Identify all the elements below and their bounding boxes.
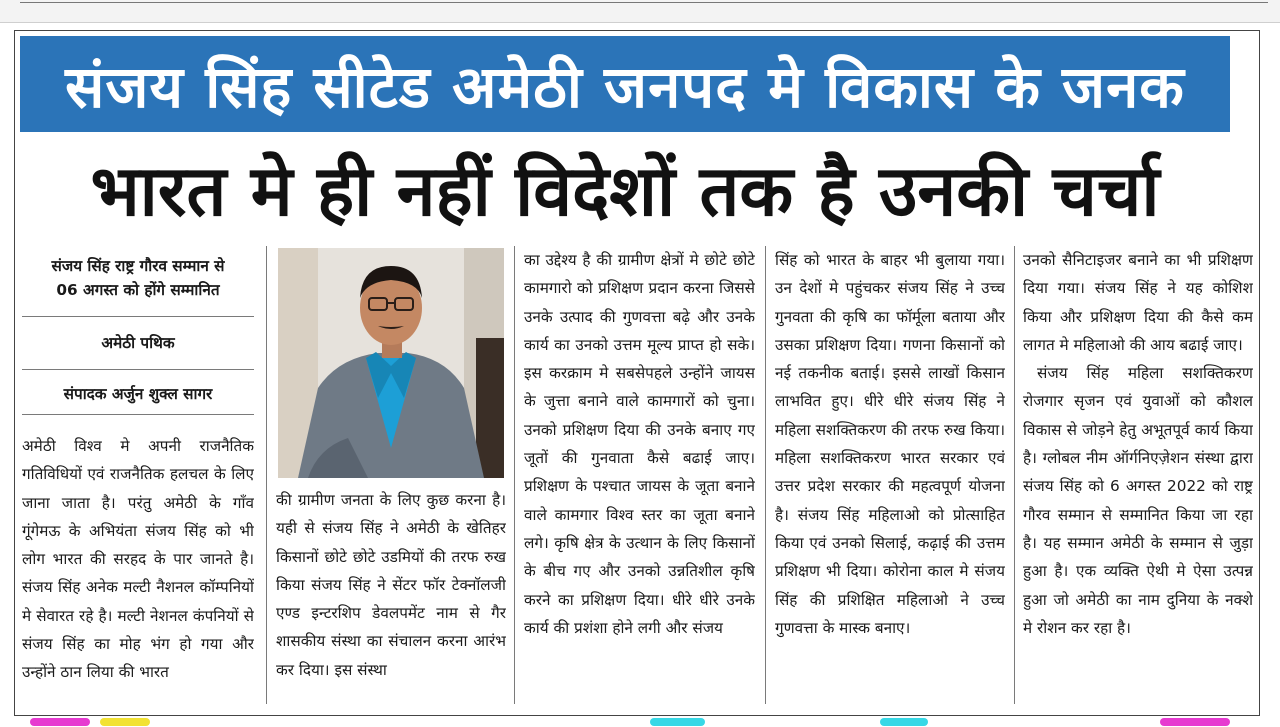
column-divider: [765, 246, 766, 704]
article-column-4: [775, 246, 1005, 706]
article-column-1: [22, 432, 254, 708]
column-5-text-a: उनको सैनिटाइजर बनाने का भी प्रशिक्षण दिया गया। संजय सिंह ने यह कोशिश किया और प्रशिक्षण दिया की कैसे कम लागत मे महिलाओ की आय बढाई जाए।: [1023, 251, 1253, 354]
subhead-line-1: संजय सिंह राष्ट्र गौरव सम्मान से: [51, 257, 225, 275]
column-divider: [514, 246, 515, 704]
source-name: अमेठी पथिक: [101, 334, 175, 352]
headline-primary: संजय सिंह सीटेड अमेठी जनपद मे विकास के जनक: [65, 52, 1185, 121]
headline-secondary-box: [20, 138, 1230, 238]
portrait-photo: [278, 248, 504, 478]
column-3-text: का उद्देश्य है की ग्रामीण क्षेत्रों मे छोटे छोटे कामगारो को प्रशिक्षण प्रदान करना जिससे उनके उत्पाद की गुणवत्ता बढ़े और उनके कार्य का उनको उत्तम मूल्य प्राप्त हो सके। इस करक्राम मे सबसेपहले उन्होंने जायस के जुत्ता बनाने वाले कामगारों को चुना। उनको प्रशिक्षण दिया की उनके बनाए गए जूतों की गुनवाता कैसे बढाई जाए। प्रशिक्षण के पश्चात जायस के जूता बनाने वाले कामगार विश्व स्तर का जूता बनाने लगे। कृषि क्षेत्र के उत्थान के लिए किसानों के बीच गए और उनको उन्नतिशील कृषि करने का प्रशिक्षण दिया। धीरे धीरे उनके कार्य की प्रशंशा होने लगी और संजय: [524, 251, 755, 637]
headline-secondary: भारत मे ही नहीं विदेशों तक है उनकी चर्चा: [90, 150, 1160, 232]
column-5-text-b: संजय सिंह महिला सशक्तिकरण रोजगार सृजन एवं युवाओं को कौशल विकास से जोड़ने हेतु अभूतपूर्व कार्य किया है। ग्लोबल नीम ऑर्गनिएज़ेशन संस्था द्वारा संजय सिंह को 6 अगस्त 2022 को राष्ट्र गौरव सम्मान से सम्मानित किया जा रहा है। यह सम्मान अमेठी के सम्मान से जुड़ा हुआ है। एक व्यक्ति ऐथी मे ऐसा उत्पन्न हुआ जो अमेठी का नाम दुनिया के नक्शे मे रोशन कर रहा है।: [1023, 364, 1253, 637]
previous-article-strip: [0, 0, 1280, 23]
editor-credit: संपादक अर्जुन शुक्ल सागर: [63, 385, 213, 403]
column-divider: [1014, 246, 1015, 704]
column-divider: [266, 246, 267, 704]
column-4-text: सिंह को भारत के बाहर भी बुलाया गया। उन देशों मे पहुंचकर संजय सिंह ने उच्च गुनवता की कृषि का फॉर्मूला बताया और उसका प्रशिक्षण दिया। गणना किसानों को नई तकनीक बताई। इससे लाखों किसान लाभवित हुए। धीरे धीरे संजय सिंह ने महिला सशक्तिकरण की तरफ रुख किया। महिला सशक्तिकरण भारत सरकार एवं उत्तर प्रदेश सरकार की महत्वपूर्ण योजना है। संजय सिंह महिलाओ को प्रोत्साहित किया एवं उनको सिलाई, कढ़ाई की उत्तम प्रशिक्षण भी दिया। कोरोना काल मे संजय सिंह की प्रशिक्षित महिलाओ ने उच्च गुणवत्ता के मास्क बनाए।: [775, 251, 1005, 637]
print-registration-marks: [0, 716, 1280, 727]
subhead-box: [22, 246, 254, 432]
article-column-3: [524, 246, 755, 706]
subhead-line-2: 06 अगस्त को होंगे सम्मानित: [56, 281, 220, 299]
article-column-2: [276, 486, 506, 706]
portrait-illustration: [278, 248, 504, 478]
headline-band: [20, 36, 1230, 132]
column-2-text: की ग्रामीण जनता के लिए कुछ करना है। यही से संजय सिंह ने अमेठी के खेतिहर किसानों छोटे छोटे उडमियों की तरफ रुख किया संजय सिंह ने सेंटर फॉर टेक्नॉलजी एण्ड इन्टरशिप डेवलपमेंट नाम से गैर शासकीय संस्था का संचालन करना आरंभ कर दिया। इस संस्था: [276, 491, 506, 679]
column-1-text: अमेठी विश्व मे अपनी राजनैतिक गतिविधियों एवं राजनैतिक हलचल के लिए जाना जाता है। परंतु अमेठी के गाँव गूंगेमऊ के अभियंता संजय सिंह को भी लोग भारत की सरहद के पार जानते है। संजय सिंह अनेक मल्टी नैशनल कॉम्पनियों मे सेवारत रहे है। मल्टी नेशनल कंपनियों से संजय सिंह का मोह भंग हो गया और उन्होंने ठान लिया की भारत: [22, 437, 254, 682]
article-column-5: [1023, 246, 1253, 706]
